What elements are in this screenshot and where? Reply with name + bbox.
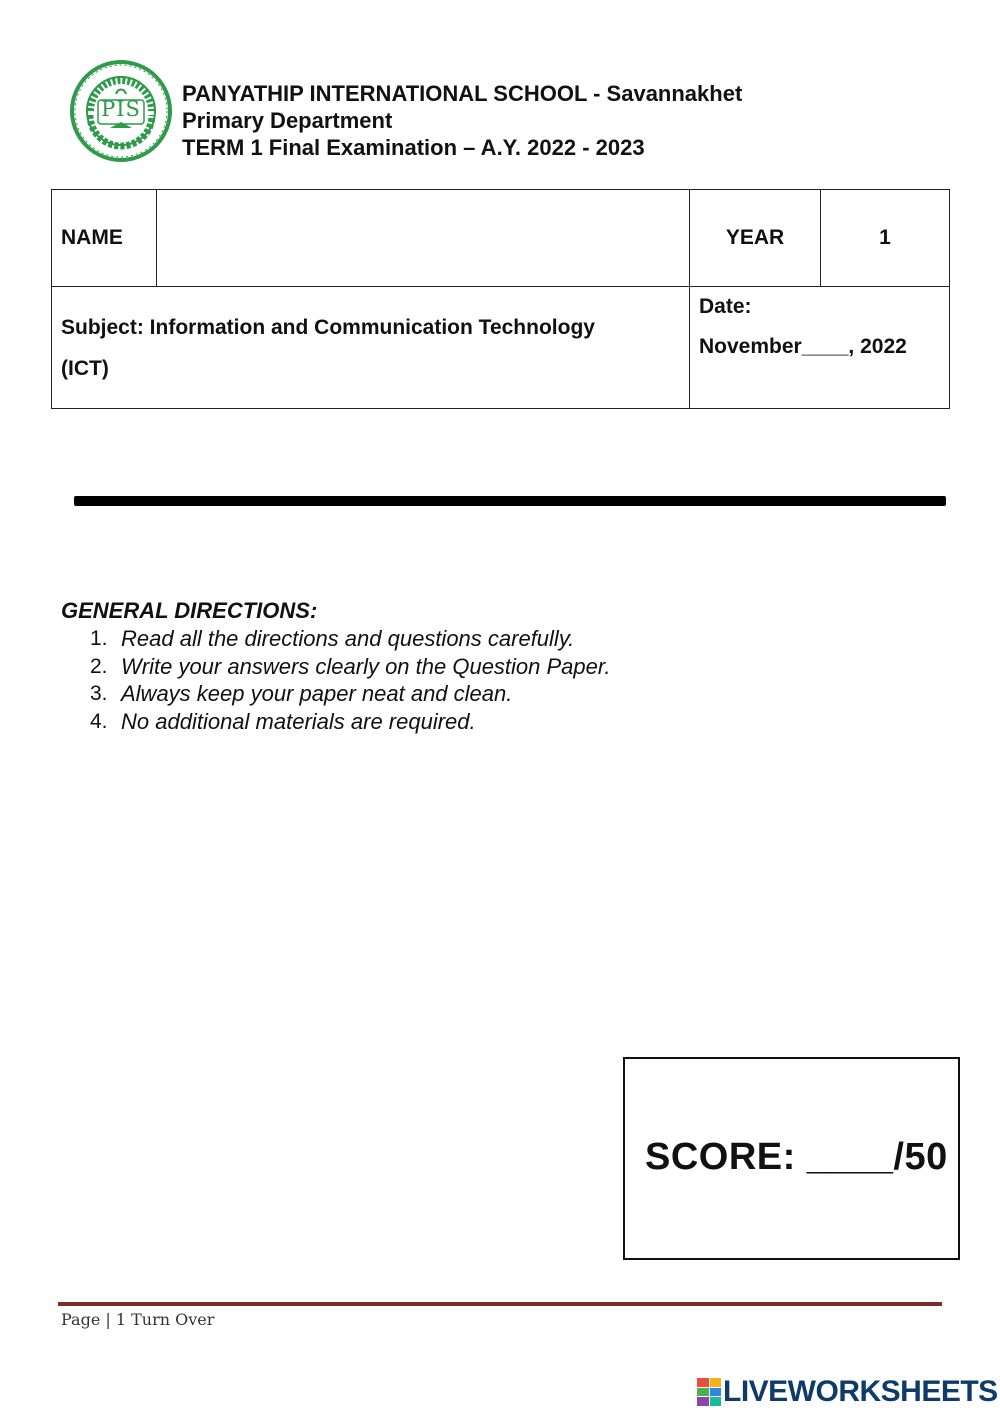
liveworksheets-watermark [697, 1375, 998, 1409]
subject-line-1: Subject: Information and Communication Technology [61, 316, 595, 339]
direction-number: 4. [90, 709, 108, 733]
directions-list [90, 625, 611, 735]
date-cell [690, 287, 950, 409]
section-divider [74, 496, 946, 506]
direction-number: 3. [90, 682, 108, 705]
direction-text: No additional materials are required. [121, 708, 476, 734]
direction-text: Write your answers clearly on the Question Paper. [121, 653, 611, 679]
direction-number: 2. [90, 654, 108, 678]
score-text: SCORE: ____/50 [645, 1136, 948, 1178]
direction-item [90, 708, 611, 736]
logo-initials: PIS [101, 97, 141, 121]
exam-title: TERM 1 Final Examination – A.Y. 2022 - 2023 [182, 135, 645, 160]
department-name: Primary Department [182, 108, 393, 133]
student-info-table [51, 189, 950, 409]
date-value: November____, 2022 [699, 335, 907, 358]
school-logo [68, 60, 174, 162]
watermark-text: LIVEWORKSHEETS [723, 1375, 998, 1408]
name-label: NAME [52, 190, 157, 287]
direction-text: Always keep your paper neat and clean. [121, 681, 513, 706]
directions-title: GENERAL DIRECTIONS: [61, 598, 318, 623]
subject-cell [52, 287, 690, 409]
subject-line-2: (ICT) [61, 357, 109, 380]
direction-text: Read all the directions and questions carefully. [121, 626, 575, 651]
date-label: Date: [699, 295, 752, 318]
year-label: YEAR [690, 190, 821, 287]
school-name: PANYATHIP INTERNATIONAL SCHOOL - Savannakhet [182, 81, 743, 106]
direction-item [90, 625, 611, 653]
name-field[interactable] [157, 190, 690, 287]
liveworksheets-logo-icon [697, 1378, 721, 1406]
direction-item [90, 653, 611, 681]
year-value: 1 [821, 190, 950, 287]
footer-divider [58, 1302, 942, 1306]
direction-number: 1. [90, 627, 108, 650]
direction-item [90, 680, 611, 708]
page-footer: Page | 1 Turn Over [61, 1310, 215, 1329]
